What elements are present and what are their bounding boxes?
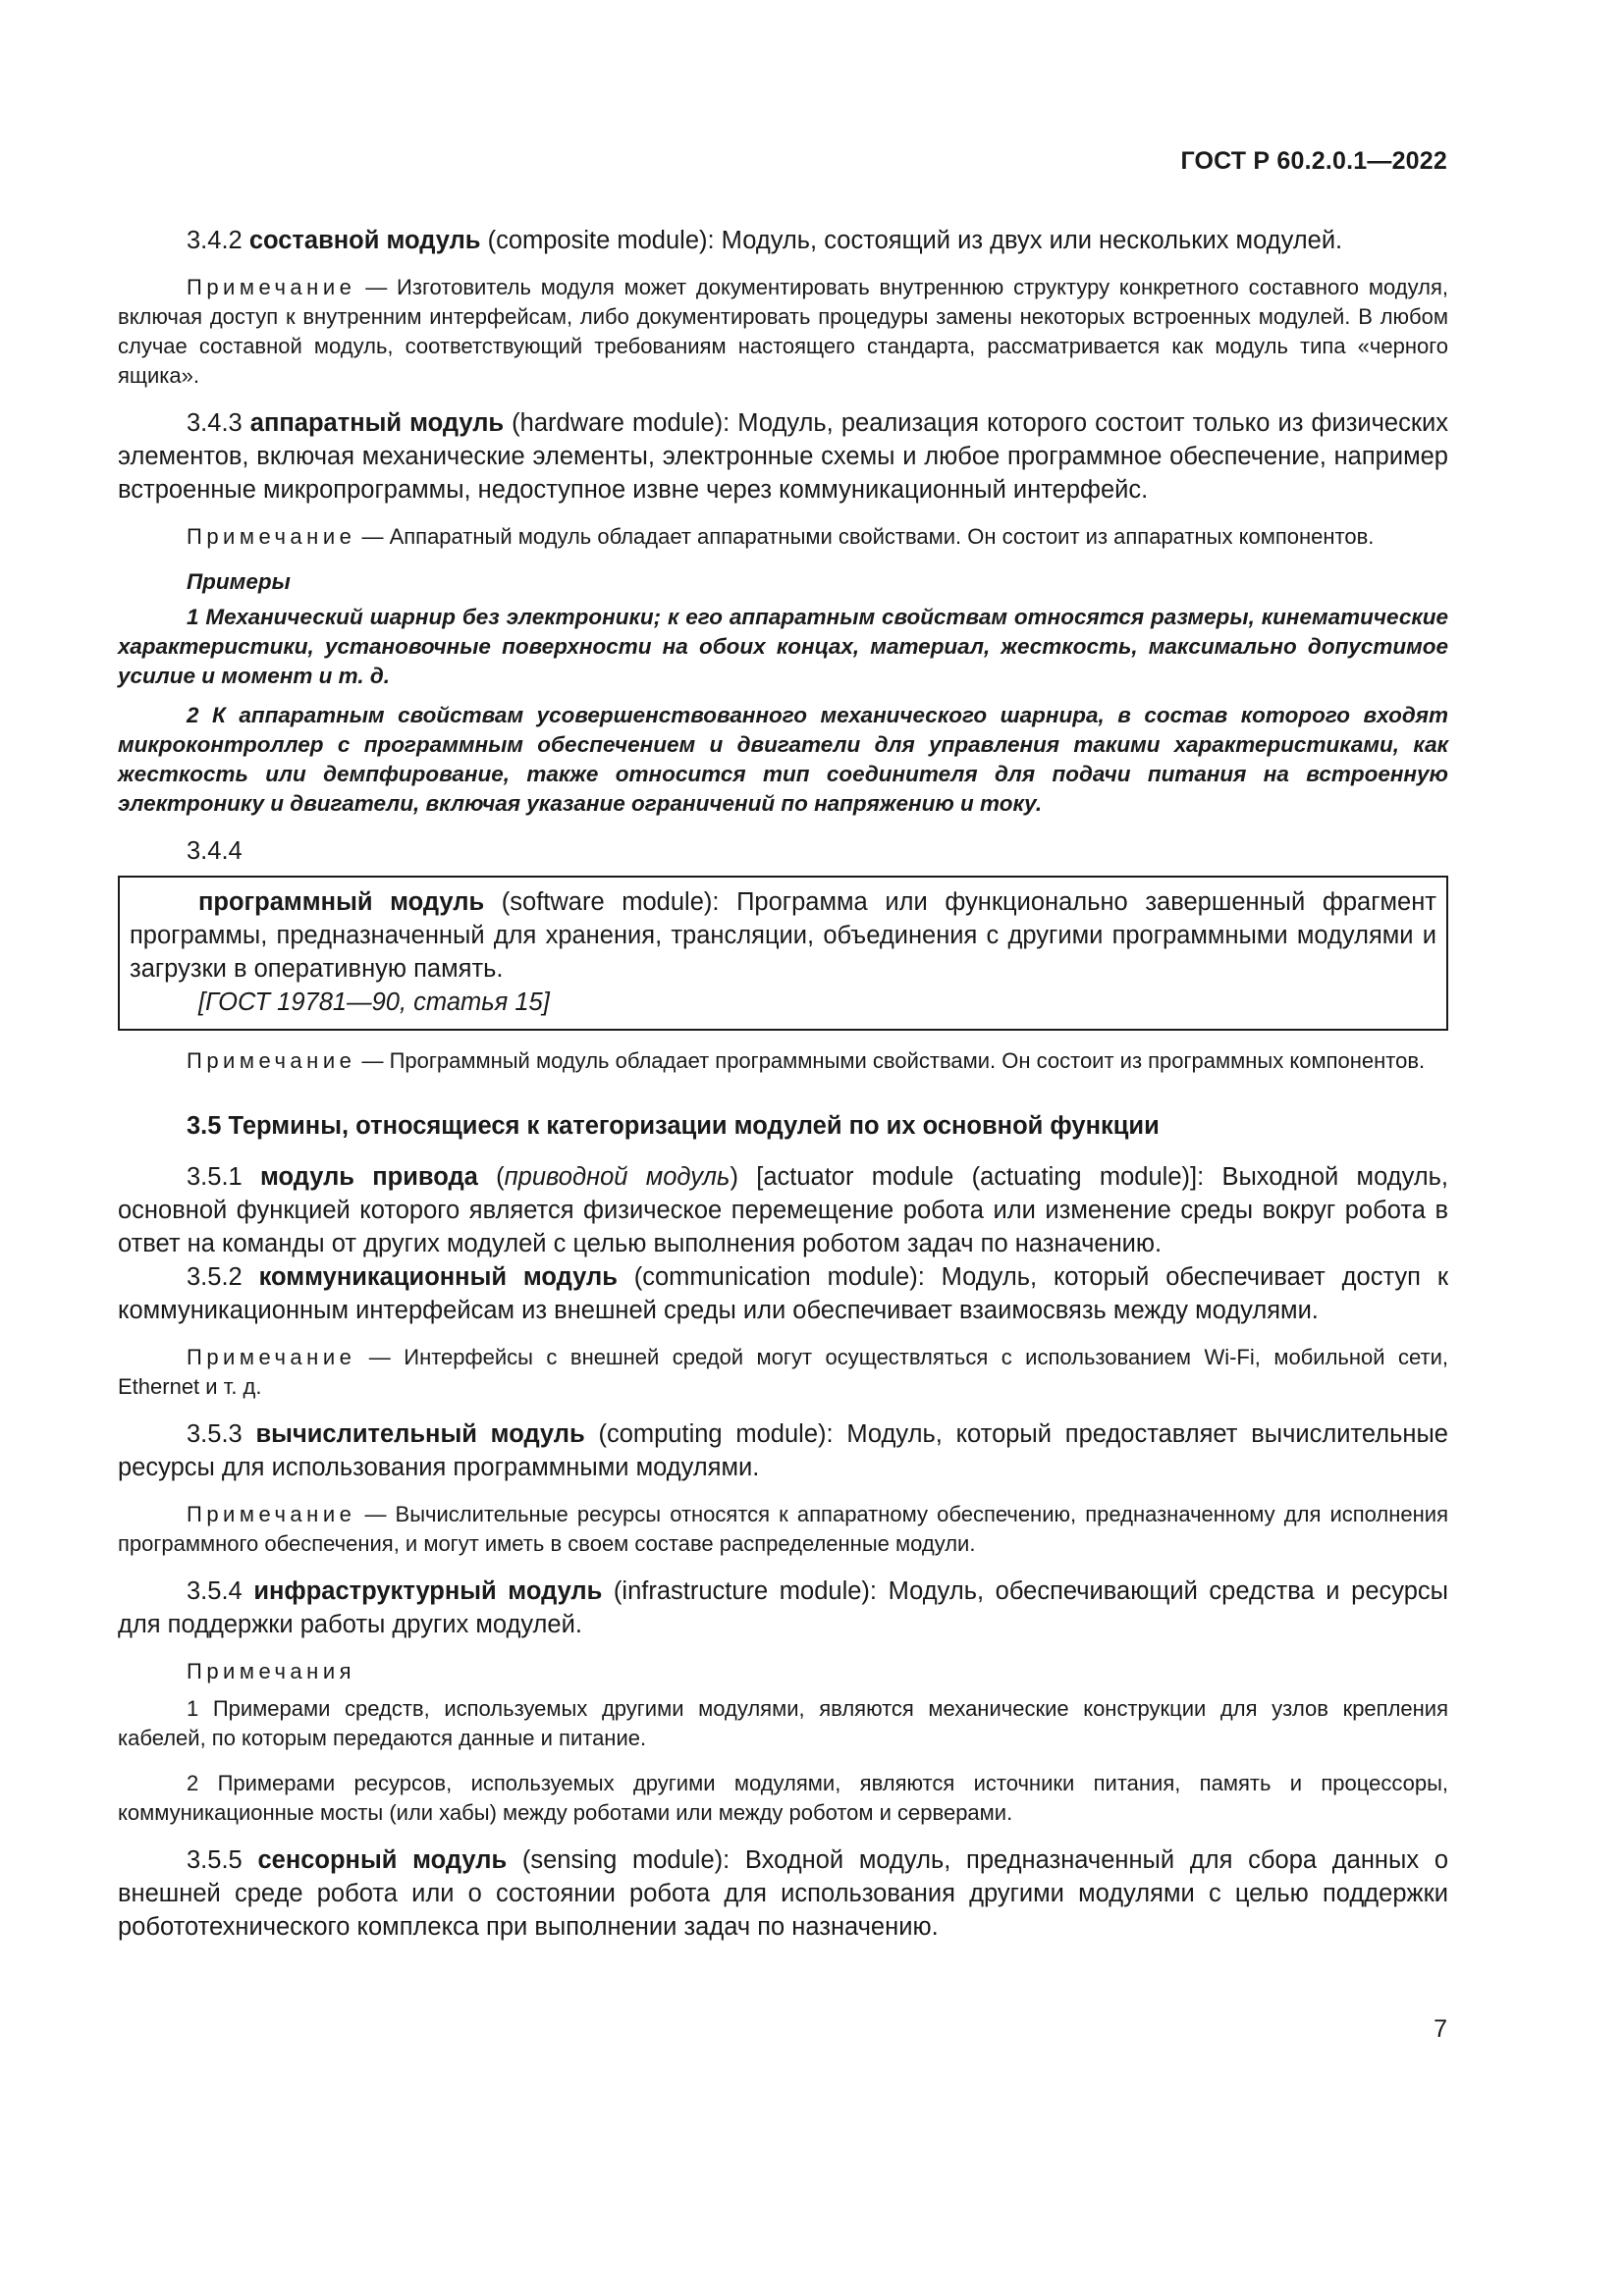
note-text: — Аппаратный модуль обладает аппаратными свойствами. Он состоит из аппаратных компонентов. (355, 524, 1375, 549)
note-3-4-3 (118, 522, 1448, 552)
note-3-4-4 (118, 1046, 1448, 1076)
term-title: составной модуль (248, 227, 481, 254)
term-title: модуль привода (260, 1163, 478, 1191)
note-text: — Изготовитель модуля может документировать внутреннюю структуру конкретного составного модуля, включая доступ к внутренним интерфейсам, либо документировать процедуры замены некоторых встроенных модулей. В любом случае составной модуль, соответствующий требованиям настоящего стандарта, рассматривается как модуль типа «черного ящика». (118, 275, 1448, 388)
page-content (118, 224, 1448, 1959)
note-label: Примечание (187, 524, 356, 549)
term-3-5-1 (118, 1160, 1448, 1260)
term-number: 3.5.3 (187, 1420, 256, 1448)
notes-label-3-5-4 (118, 1657, 1448, 1686)
note-3-4-2 (118, 273, 1448, 391)
term-number: 3.4.3 (187, 409, 250, 437)
term-definition: (computing module): Модуль, который предоставляет вычислительные ресурсы для использования программными модулями. (118, 1420, 1448, 1481)
term-number: 3.5.1 (187, 1163, 260, 1191)
note-1-3-5-4: 1 Примерами средств, используемых другими модулями, являются механические конструкции для узлов крепления кабелей, по которым передаются данные и питание. (118, 1696, 1448, 1750)
page-number: 7 (1434, 2015, 1447, 2043)
term-3-5-3 (118, 1417, 1448, 1484)
term-number: 3.5.2 (187, 1263, 259, 1291)
term-number: 3.4.2 (187, 227, 249, 254)
term-definition: ) [actuator module (actuating module)]: Выходной модуль, основной функцией которого является физическое перемещение робота или изменение среды вокруг робота в ответ на команды от других модулей с целью выполнения роботом задач по назначению. (118, 1163, 1449, 1257)
term-definition: (software module): Программа или функционально завершенный фрагмент программы, предназначенный для хранения, трансляции, объединения с другими программными модулями и загрузки в оперативную память. (130, 888, 1436, 983)
note-3-5-3 (118, 1500, 1448, 1559)
term-title: сенсорный модуль (257, 1846, 508, 1874)
note-text: — Вычислительные ресурсы относятся к аппаратному обеспечению, предназначенному для исполнения программного обеспечения, и могут иметь в своем составе распределенные модули. (118, 1502, 1448, 1556)
document-code-header: ГОСТ Р 60.2.0.1—2022 (1180, 147, 1447, 175)
term-definition: (composite module): Модуль, состоящий из двух или нескольких модулей. (480, 227, 1343, 254)
term-3-5-5 (118, 1843, 1448, 1944)
note-text: — Программный модуль обладает программными свойствами. Он состоит из программных компонентов. (355, 1048, 1426, 1073)
term-3-4-2 (118, 224, 1448, 257)
term-title: программный модуль (198, 888, 485, 916)
term-title: инфраструктурный модуль (253, 1577, 603, 1605)
term-3-5-4 (118, 1575, 1448, 1641)
term-definition: (communication module): Модуль, который обеспечивает доступ к коммуникационным интерфейсам из внешней среды или обеспечивает взаимосвязь между модулями. (118, 1263, 1448, 1324)
examples-title: Примеры (187, 569, 291, 594)
term-synonym: приводной модуль (504, 1163, 731, 1191)
term-3-5-2 (118, 1260, 1448, 1327)
notes-label: Примечания (187, 1659, 356, 1683)
boxed-definition (118, 876, 1448, 1031)
note-3-5-2 (118, 1343, 1448, 1402)
note-label: Примечание (187, 275, 356, 299)
term-3-4-3 (118, 406, 1448, 507)
note-2-3-5-4: 2 Примерами ресурсов, используемых другими модулями, являются источники питания, память и процессоры, коммуникационные мосты (или хабы) между роботами или между роботом и серверами. (118, 1771, 1448, 1825)
term-definition: (infrastructure module): Модуль, обеспечивающий средства и ресурсы для поддержки работы других модулей. (118, 1577, 1448, 1638)
term-title: вычислительный модуль (255, 1420, 585, 1448)
note-label: Примечание (187, 1502, 356, 1526)
term-number-3-4-4: 3.4.4 (187, 837, 243, 865)
term-definition: (sensing module): Входной модуль, предназначенный для сбора данных о внешней среде робота или о состоянии робота для использования другими модулями с целью поддержки робототехнического комплекса при выполнении задач по назначению. (118, 1846, 1449, 1941)
note-label: Примечание (187, 1048, 356, 1073)
definition-source: [ГОСТ 19781—90, статья 15] (198, 988, 550, 1016)
note-label: Примечание (187, 1345, 356, 1369)
note-text: — Интерфейсы с внешней средой могут осуществляться с использованием Wi-Fi, мобильной сети, Ethernet и т. д. (118, 1345, 1448, 1399)
section-heading-3-5: 3.5 Термины, относящиеся к категоризации модулей по их основной функции (187, 1112, 1160, 1140)
term-3-4-4 (130, 885, 1436, 986)
paren-open: ( (477, 1163, 505, 1191)
term-definition: (hardware module): Модуль, реализация которого состоит только из физических элементов, включая механические элементы, электронные схемы и любое программное обеспечение, например встроенные микропрограммы, недоступное извне через коммуникационный интерфейс. (118, 409, 1448, 504)
term-title: аппаратный модуль (249, 409, 505, 437)
example-1: 1 Механический шарнир без электроники; к его аппаратным свойствам относятся размеры, кинематические характеристики, установочные поверхности на обоих концах, материал, жесткость, максимально допустимое усилие и момент и т. д. (118, 605, 1448, 688)
term-number: 3.5.5 (187, 1846, 258, 1874)
example-2: 2 К аппаратным свойствам усовершенствованного механического шарнира, в состав которого входят микроконтроллер с программным обеспечением и двигатели для управления такими характеристиками, как жесткость или демпфирование, также относится тип соединителя для подачи питания на встроенную электронику и двигатели, включая указание ограничений по напряжению и току. (118, 703, 1448, 816)
term-number: 3.5.4 (187, 1577, 254, 1605)
term-title: коммуникационный модуль (258, 1263, 618, 1291)
